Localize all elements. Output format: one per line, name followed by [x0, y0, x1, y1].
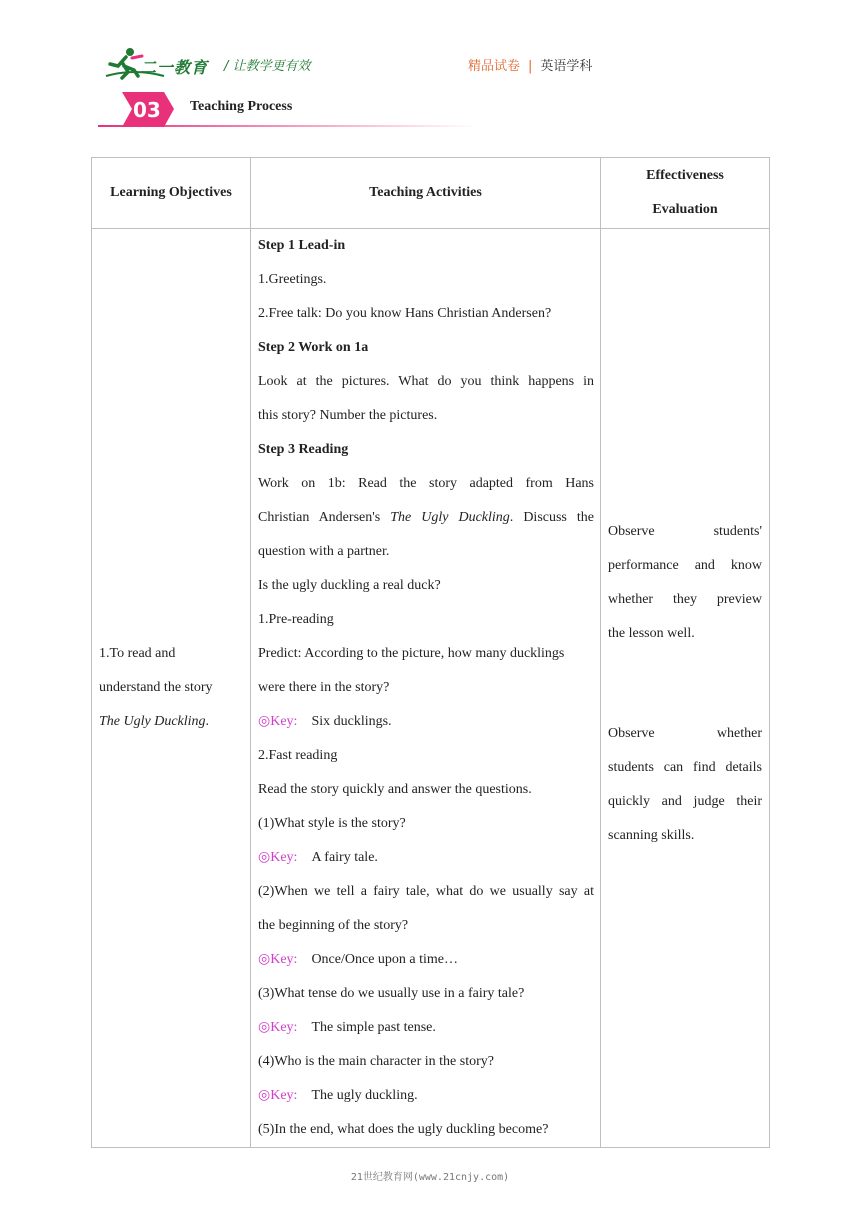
page-footer: 21世纪教育网(www.21cnjy.com)	[350, 1172, 510, 1183]
activity-line: were there in the story?	[258, 680, 390, 695]
step-heading: Step 3 Reading	[258, 442, 349, 457]
header-effectiveness-evaluation: Effectiveness Evaluation	[601, 158, 770, 229]
answer-key-line: ◎Key: The simple past tense.	[258, 1020, 436, 1035]
header-learning-objectives: Learning Objectives	[92, 158, 251, 229]
evaluation-block: Observe students' performance and know whether they preview the lesson well.	[608, 524, 762, 641]
subject-label	[468, 55, 592, 74]
objective-line: understand the story	[99, 680, 213, 695]
activity-line: 2.Free talk: Do you know Hans Christian Andersen?	[258, 306, 552, 321]
activity-line: (1)What style is the story?	[258, 816, 406, 831]
answer-key-line: ◎Key: A fairy tale.	[258, 850, 378, 865]
key-label: ◎Key:	[258, 850, 298, 865]
page-header	[0, 0, 860, 140]
objective-line: The Ugly Duckling.	[99, 714, 210, 729]
objective-line: 1.To read and	[99, 646, 176, 661]
key-label: ◎Key:	[258, 714, 298, 729]
header-teaching-activities: Teaching Activities	[251, 158, 601, 229]
activity-line: 1.Pre-reading	[258, 612, 334, 627]
activity-line: Look at the pictures. What do you think happens in	[258, 374, 594, 389]
step-heading: Step 2 Work on 1a	[258, 340, 369, 355]
step-heading: Step 1 Lead-in	[258, 238, 346, 253]
activity-line: (3)What tense do we usually use in a fairy tale?	[258, 986, 525, 1001]
activity-line: 2.Fast reading	[258, 748, 338, 763]
table-row	[92, 229, 770, 1148]
key-label: ◎Key:	[258, 1088, 298, 1103]
logo-text: 二一教育	[140, 58, 209, 77]
activity-line: question with a partner.	[258, 544, 390, 559]
evaluation-cell	[601, 229, 770, 1148]
section-title: Teaching Process	[190, 99, 293, 114]
answer-key-line: ◎Key: Once/Once upon a time…	[258, 952, 458, 967]
activity-line: Work on 1b: Read the story adapted from Hans	[258, 476, 594, 491]
activity-line: (4)Who is the main character in the story?	[258, 1054, 494, 1069]
key-label: ◎Key:	[258, 952, 298, 967]
answer-key-line: ◎Key: Six ducklings.	[258, 714, 392, 729]
activity-line: Predict: According to the picture, how many ducklings	[258, 646, 565, 661]
evaluation-block: Observe whether students can find details quickly and judge their scanning skills.	[608, 726, 762, 843]
slogan: / 让教学更有效	[224, 59, 311, 74]
activity-line: this story? Number the pictures.	[258, 408, 438, 423]
section-number: 03	[133, 98, 161, 122]
table-header-row	[92, 158, 770, 229]
english-subject-label: 英语学科	[540, 59, 593, 74]
activity-line: Is the ugly duckling a real duck?	[258, 578, 441, 593]
objective-cell	[92, 229, 251, 1148]
activity-line: Read the story quickly and answer the questions.	[258, 782, 532, 797]
key-label: ◎Key:	[258, 1020, 298, 1035]
activity-line: (5)In the end, what does the ugly duckling become?	[258, 1122, 549, 1137]
header-separator: |	[528, 59, 533, 74]
activity-line: Christian Andersen's The Ugly Duckling. Discuss the	[258, 510, 594, 525]
activity-line: the beginning of the story?	[258, 918, 409, 933]
activity-line: (2)When we tell a fairy tale, what do we usually say at	[258, 884, 594, 899]
teaching-process-table	[91, 157, 770, 1148]
answer-key-line: ◎Key: The ugly duckling.	[258, 1088, 418, 1103]
activity-line: 1.Greetings.	[258, 272, 327, 287]
activities-cell	[251, 229, 601, 1148]
premium-papers-label: 精品试卷	[468, 59, 521, 74]
